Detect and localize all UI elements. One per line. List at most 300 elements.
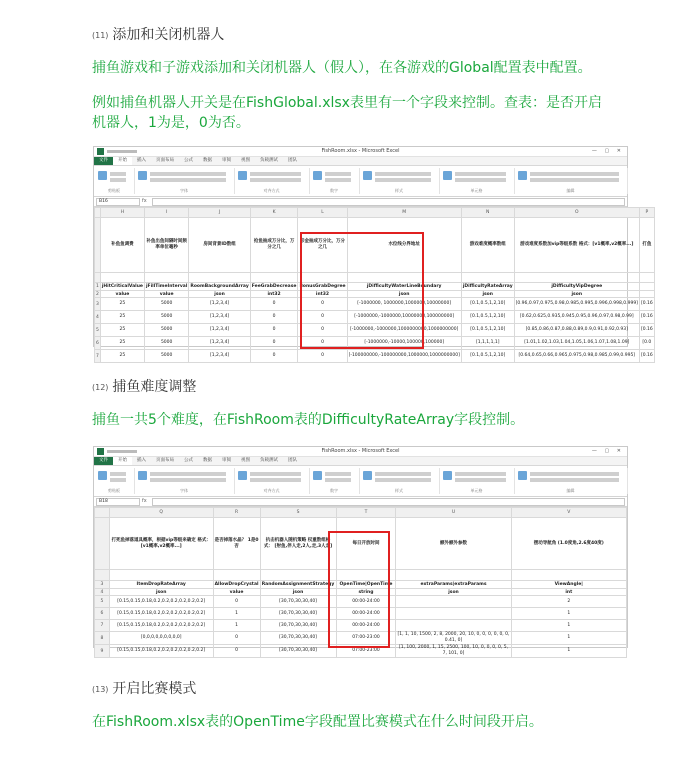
ribbon-tab[interactable]: 开始 [113,157,132,165]
ribbon-group [514,168,628,194]
type-cell[interactable]: int32 [250,291,298,298]
ribbon-control[interactable] [375,172,431,176]
type-cell[interactable]: int [511,589,626,596]
paragraph: 捕鱼游戏和子游戏添加和关闭机器人（假人），在各游戏的Global配置表中配置。 [92,60,592,76]
ribbon-control[interactable] [530,478,619,482]
data-cell[interactable]: 1 [511,632,626,645]
ribbon-control[interactable] [455,172,506,176]
ribbon-command-icon[interactable] [518,171,527,180]
ribbon-tab[interactable]: 公式 [184,458,193,463]
type-cell[interactable]: json [514,291,639,298]
data-cell[interactable]: 0 [298,324,347,337]
field-name-cell[interactable]: jHitCriticalValue [101,284,143,289]
ribbon-group-label: 剪贴板 [108,188,120,193]
ribbon-group-label: 单元格 [470,488,483,493]
data-cell[interactable]: [-1000000,-1000000,1000000000,1000000000] [347,324,461,337]
row-header[interactable] [95,570,110,581]
column-header[interactable]: O [514,208,639,218]
field-name-cell[interactable]: extraParams|extraParams [396,581,511,589]
ribbon-command-icon[interactable] [363,471,372,480]
description-cell[interactable]: 打鱼 [639,218,654,273]
empty-cell[interactable] [336,570,396,581]
data-cell[interactable]: [0.15,0.15,0.18,0.2,0.2,0.2,0.2,0.2,0.2] [109,608,213,620]
ribbon-group-label: 样式 [395,488,403,493]
column-header[interactable]: P [639,208,654,218]
row-header[interactable]: 3 [95,581,110,589]
empty-cell[interactable] [298,273,347,283]
ribbon-command-icon[interactable] [98,471,107,480]
fx-icon: fx [142,198,147,204]
row-header[interactable]: 8 [95,632,110,645]
type-cell[interactable]: value [100,291,144,298]
ribbon-command-icon[interactable] [313,171,322,180]
data-cell[interactable]: [1,2,3,4] [189,350,250,363]
table-row [95,596,627,608]
ribbon-tab[interactable]: 文件 [94,157,113,165]
spacer-row [95,273,655,283]
data-cell[interactable]: [1,1,1,1,1] [461,337,514,350]
ribbon-control[interactable] [375,178,431,182]
table-row [95,350,655,363]
formula-input[interactable] [152,198,625,206]
ribbon-group [234,168,310,194]
ribbon-group-label: 对齐方式 [263,488,280,493]
data-cell[interactable]: 5000 [144,324,188,337]
ribbon-control[interactable] [325,478,351,482]
ribbon-control[interactable] [530,178,619,182]
ribbon-control[interactable] [110,472,126,476]
description-cell[interactable]: 摆动导航角 (1.0度角,2.6度40度) [511,518,626,570]
ribbon-group-label: 对齐方式 [263,188,280,193]
window-controls-icon: — ▢ ✕ [591,448,624,454]
data-cell[interactable]: [1,2,3,4] [189,324,250,337]
ribbon-body [94,466,627,497]
data-cell[interactable]: 0 [250,350,298,363]
data-cell[interactable]: [0.16 [639,324,654,337]
section-12-title [92,376,196,396]
ribbon-command-icon[interactable] [98,171,107,180]
ribbon-command-icon[interactable] [238,471,247,480]
data-cell[interactable]: 0 [250,337,298,350]
ribbon-group-label: 编辑 [566,188,575,193]
row-header[interactable]: 5 [95,596,110,608]
column-header[interactable]: K [250,208,298,218]
ribbon-control[interactable] [455,472,506,476]
ribbon-control[interactable] [110,178,126,182]
window-title: FishRoom.xlsx - Microsoft Excel [321,148,400,154]
column-header[interactable]: H [100,208,144,218]
ribbon-control[interactable] [250,472,301,476]
ribbon-control[interactable] [375,472,431,476]
ribbon-control[interactable] [110,478,126,482]
data-cell[interactable]: [30,70,30,30,40] [260,645,336,658]
ribbon-group-label: 数字 [330,488,338,493]
ribbon-tab[interactable]: 团队 [288,158,297,163]
data-cell[interactable]: 5000 [144,311,188,324]
name-box[interactable]: B16 [96,198,140,206]
ribbon-group [94,468,135,494]
formula-input[interactable] [152,498,625,506]
description-cell[interactable]: 房间背景ID数组 [189,218,250,273]
data-cell[interactable]: [30,70,30,30,40] [260,632,336,645]
data-cell[interactable]: [0.62,0.625,0.935,0.945,0.95,0.96,0.97,0.98,0.99] [514,311,639,324]
row-header[interactable]: 1 [96,284,99,289]
data-cell[interactable]: [0.96,0.97,0.975,0.98,0.985,0.995,0.996,0.998,0.999] [514,298,639,311]
row-header[interactable]: 7 [95,350,101,363]
ribbon-control[interactable] [530,172,619,176]
data-cell[interactable]: [1,2,3,4] [189,298,250,311]
formula-bar [94,197,627,207]
data-cell[interactable]: [0.64,0.65,0.66,0.965,0.975,0.98,0.985,0.99,0.995] [514,350,639,363]
ribbon-tab[interactable]: 视图 [241,158,250,163]
ribbon-group [309,168,360,194]
data-cell[interactable]: [0.1,0.5,1,2,10] [461,311,514,324]
ribbon-control[interactable] [375,478,431,482]
name-box[interactable]: B18 [96,498,140,506]
data-cell[interactable]: [1,2,3,4] [189,311,250,324]
row-header[interactable]: 6 [95,608,110,620]
row-header[interactable]: 2 [96,291,99,297]
data-cell[interactable]: [1.01,1.02,1.03,1.04,1.05,1.06,1.07,1.08,1.09] [514,337,639,350]
data-cell[interactable]: 2 [511,596,626,608]
column-header[interactable]: V [511,508,626,518]
ribbon-group [309,468,360,494]
row-header[interactable]: 5 [95,324,101,337]
ribbon-control[interactable] [250,478,301,482]
data-cell[interactable]: 5000 [144,350,188,363]
data-cell[interactable]: 1 [511,620,626,632]
row-header[interactable]: 9 [95,645,110,658]
data-cell[interactable]: 0 [298,311,347,324]
ribbon-tab[interactable]: 数据 [203,158,212,163]
empty-cell[interactable] [189,273,250,283]
column-header[interactable]: U [396,508,511,518]
data-cell[interactable]: [1, 1, 10, 1500, 2, 8, 2000, 20, 10, 0, 0, 0, 0, 0, 0, 0.41, 0] [397,632,510,643]
description-cell[interactable]: 打死鱼掉落道具概率，根据vip等级来确定 格式：[v1概率,v2概率...] [109,518,213,570]
ribbon-tab[interactable]: 数据 [203,458,212,463]
ribbon-control[interactable] [455,178,506,182]
data-cell[interactable]: 0 [250,311,298,324]
data-cell[interactable]: 1 [511,645,626,658]
data-cell[interactable]: [0.1,0.5,1,2,10] [461,298,514,311]
ribbon-group [439,468,515,494]
ribbon-tab[interactable]: 审阅 [222,458,231,463]
empty-cell[interactable] [260,570,336,581]
ribbon-tab[interactable]: 负载测试 [260,458,278,463]
empty-cell[interactable] [250,273,298,283]
data-cell[interactable]: [0.1,0.5,1,2,10] [461,350,514,363]
field-name-cell[interactable]: ViewAngle| [511,581,626,589]
ribbon-command-icon[interactable] [443,471,452,480]
ribbon-command-icon[interactable] [238,171,247,180]
description-cell[interactable]: 水位线分界地址 [347,218,461,273]
ribbon-group [234,468,310,494]
data-cell[interactable] [396,596,511,608]
field-name-cell[interactable]: RoomBackgroundArray [190,284,249,289]
data-cell[interactable]: 1 [511,608,626,620]
ribbon-tab[interactable]: 开始 [113,457,132,465]
field-name-cell[interactable]: jDifficultyVipDegree [514,283,639,291]
ribbon-command-icon[interactable] [363,171,372,180]
field-name-cell[interactable]: OpenTime|OpenTime [336,581,396,589]
ribbon-control[interactable] [325,472,351,476]
table-row [95,608,627,620]
data-cell[interactable]: 07:00-23:00 [336,632,396,645]
field-name-cell[interactable]: AllowDropCrystal [214,582,259,587]
ribbon-tab[interactable]: 页面布局 [156,458,174,463]
row-header[interactable]: 3 [95,298,101,311]
type-cell[interactable]: json [189,291,250,298]
type-cell[interactable]: json [461,291,514,298]
data-cell[interactable]: [-1000000, 1000000,1000000,10000000] [347,298,461,311]
data-cell[interactable]: 0 [213,645,260,658]
field-name-cell[interactable]: RandomAssignmentStrategy [261,582,335,587]
ribbon-command-icon[interactable] [313,471,322,480]
data-cell[interactable]: 00:00-24:00 [336,596,396,608]
field-name-cell[interactable]: jDifficultyRateArray [462,284,513,289]
ribbon-tab[interactable]: 视图 [241,458,250,463]
type-cell[interactable]: json [347,291,461,298]
ribbon-group-label: 样式 [395,188,403,193]
ribbon-group [359,168,440,194]
excel-screenshot-2 [93,446,628,656]
field-row [95,581,627,589]
data-cell[interactable]: 25 [100,324,144,337]
table-row [95,311,655,324]
data-cell[interactable]: 25 [100,337,144,350]
data-cell[interactable]: [1, 100, 2000, 1, 15, 2500, 100, 10, 0, 0, 0, 0, 5, 7, 101, 0] [396,645,511,658]
empty-cell[interactable] [396,570,511,581]
data-cell[interactable]: [30,70,30,30,40] [260,608,336,620]
description-row [95,218,655,273]
data-cell[interactable] [396,608,511,620]
excel-title-bar [94,147,627,157]
ribbon-group [439,168,515,194]
spreadsheet-grid [94,207,655,363]
ribbon-tab[interactable]: 团队 [288,458,297,463]
empty-cell[interactable] [144,273,188,283]
data-cell[interactable]: 1 [213,608,260,620]
section-13-title [92,678,196,698]
description-cell[interactable]: 游戏难度概率数组 [461,218,514,273]
table-row [95,324,655,337]
data-cell[interactable]: [30,70,30,30,40] [260,596,336,608]
ribbon-tab[interactable]: 插入 [137,458,146,463]
column-header[interactable]: M [347,208,461,218]
excel-title-bar [94,447,627,457]
data-cell[interactable]: [0.85,0.86,0.87,0.88,0.89,0.9,0.91,0.92,0.93] [514,324,639,337]
data-cell[interactable]: 0 [298,350,347,363]
paragraph: 例如捕鱼机器人开关是在FishGlobal.xlsx表里有一个字段来控制。查表：是否开启机器人，1为是，0为否。 [92,95,602,131]
section-heading: 捕鱼难度调整 [112,379,197,395]
data-cell[interactable]: [0.16 [639,350,654,363]
type-cell[interactable]: string [336,589,396,596]
data-cell[interactable] [396,620,511,632]
ribbon-group-label: 剪贴板 [108,488,120,493]
ribbon-command-icon[interactable] [518,471,527,480]
row-header[interactable] [95,518,110,570]
data-cell[interactable]: 25 [100,350,144,363]
data-cell[interactable]: [0.16 [639,311,654,324]
field-name-cell[interactable]: jFillTimeInterval [145,284,188,289]
ribbon-control[interactable] [250,178,301,182]
ribbon-group [134,468,235,494]
description-row [95,518,627,570]
data-cell[interactable]: [-1000000,-1000000,10000000,100000000] [347,311,461,324]
table-row [95,632,627,645]
ribbon-command-icon[interactable] [443,171,452,180]
column-header[interactable]: I [144,208,188,218]
field-name-cell[interactable]: jDifficultyWaterLineBoundary [347,283,461,291]
ribbon-group [94,168,135,194]
data-cell[interactable]: [0.15,0.15,0.18,0.2,0.2,0.2,0.2,0.2,0.2] [109,645,213,658]
data-cell[interactable]: [0,0,0,0,0,0,0,0,0] [109,632,213,645]
empty-cell[interactable] [514,273,639,283]
empty-cell[interactable] [213,570,260,581]
ribbon-control[interactable] [150,172,226,176]
data-cell[interactable]: [0.15,0.15,0.18,0.2,0.2,0.2,0.2,0.2,0.2] [109,620,213,632]
type-cell[interactable]: json [396,589,511,596]
ribbon-control[interactable] [530,472,619,476]
type-cell[interactable]: value [213,589,260,596]
ribbon-group-label: 字体 [180,488,188,493]
section-heading: 添加和关闭机器人 [112,27,225,43]
data-cell[interactable]: 07:00-23:00 [336,645,396,658]
description-cell[interactable]: 彩金抽成万分比，万分之几 [298,218,347,273]
row-header[interactable]: 4 [95,589,110,596]
field-name-cell[interactable] [639,283,654,291]
description-cell[interactable]: 抢鱼抽成万分比，万分之几 [250,218,298,273]
column-header[interactable]: N [461,208,514,218]
ribbon-tab[interactable]: 文件 [94,457,113,465]
type-cell[interactable] [639,291,654,298]
data-cell[interactable]: [-1000000,-10000,100000,100000] [347,337,461,350]
data-cell[interactable]: [-100000000,-100000000,1000000,1000000000] [347,350,461,363]
field-row [95,283,655,291]
ribbon-control[interactable] [455,478,506,482]
spreadsheet-grid [94,507,627,658]
column-header[interactable]: J [189,208,250,218]
ribbon-command-icon[interactable] [138,171,147,180]
data-cell[interactable]: 0 [298,298,347,311]
ribbon-control[interactable] [250,172,301,176]
column-header[interactable]: T [336,508,396,518]
description-cell[interactable]: 每日开放时间 [336,518,396,570]
type-row [95,589,627,596]
description-cell[interactable]: 额外额外参数 [396,518,511,570]
type-cell[interactable]: int32 [298,291,347,298]
ribbon-tabs [94,457,627,466]
data-cell[interactable]: 5000 [144,298,188,311]
ribbon-body [94,166,627,197]
empty-cell[interactable] [347,273,461,283]
ribbon-control[interactable] [150,478,226,482]
description-cell[interactable]: 是否掉落水晶？ 1是0否 [213,518,260,570]
data-cell[interactable]: 1 [213,620,260,632]
table-row [95,298,655,311]
type-row [95,291,655,298]
table-row [95,337,655,350]
data-cell[interactable]: 0 [250,298,298,311]
ribbon-tab[interactable]: 页面布局 [156,158,174,163]
description-cell[interactable]: 补鱼出鱼间隔时间频率单位毫秒 [144,218,188,273]
field-name-cell[interactable]: FeeGrabDecrease [251,284,297,289]
column-header-row [95,508,627,518]
paragraph: 捕鱼一共5个难度，在FishRoom表的DifficultyRateArray字段控制。 [92,412,525,428]
data-cell[interactable]: 0 [298,337,347,350]
type-cell[interactable]: json [109,589,213,596]
row-header[interactable]: 6 [95,337,101,350]
empty-cell[interactable] [109,570,213,581]
ribbon-control[interactable] [110,172,126,176]
ribbon-tab[interactable]: 公式 [184,158,193,163]
empty-cell[interactable] [100,273,144,283]
spacer-row [95,570,627,581]
paragraph: 在FishRoom.xlsx表的OpenTime字段配置比赛模式在什么时间段开启。 [92,714,543,730]
data-cell[interactable]: [1,2,3,4] [189,337,250,350]
field-name-cell[interactable]: ItemDropRateArray [109,581,213,589]
ribbon-group-label: 字体 [180,188,188,193]
ribbon-control[interactable] [325,172,351,176]
field-name-cell[interactable]: BonusGrabDegree [299,284,346,289]
data-cell[interactable]: 00:00-24:00 [336,620,396,632]
description-cell[interactable]: 游戏难度系数加vip等级系数 格式：[v1概率,v2概率...] [514,218,639,273]
column-header[interactable]: S [260,508,336,518]
data-cell[interactable]: [0.16 [639,298,654,311]
data-cell[interactable]: [30,70,30,30,40] [260,620,336,632]
ribbon-control[interactable] [150,178,226,182]
row-header[interactable]: 4 [95,311,101,324]
empty-cell[interactable] [461,273,514,283]
ribbon-tabs [94,157,627,166]
row-header[interactable]: 7 [95,620,110,632]
ribbon-command-icon[interactable] [138,471,147,480]
ribbon-control[interactable] [150,472,226,476]
data-cell[interactable]: 0 [250,324,298,337]
data-cell[interactable]: 0 [213,632,260,645]
data-cell[interactable]: 0 [213,596,260,608]
empty-cell[interactable] [639,273,654,283]
column-header[interactable]: L [298,208,347,218]
data-cell[interactable]: 00:00-24:00 [336,608,396,620]
data-cell[interactable]: [0.15,0.15,0.18,0.2,0.2,0.2,0.2,0.2,0.2] [109,596,213,608]
description-cell[interactable]: 抗击机器人随机策略 权重数组格式： [射鱼,伴人走,2人,走,3人走] [260,518,336,570]
data-cell[interactable]: [0.0 [639,337,654,350]
excel-screenshot-1 [93,146,653,359]
column-header[interactable]: R [213,508,260,518]
section-heading: 开启比赛模式 [112,681,197,697]
select-all-corner[interactable] [95,508,110,518]
ribbon-tab[interactable]: 负载测试 [260,158,278,163]
description-cell[interactable]: 补鱼鱼调费 [100,218,144,273]
empty-cell[interactable] [511,570,626,581]
ribbon-tab[interactable]: 插入 [137,158,146,163]
data-cell[interactable]: [0.1,0.5,1,2,10] [461,324,514,337]
type-cell[interactable]: json [260,589,336,596]
column-header-row [95,208,655,218]
data-cell[interactable]: 5000 [144,337,188,350]
data-cell[interactable]: 25 [100,298,144,311]
type-cell[interactable]: value [144,291,188,298]
ribbon-group-label: 单元格 [470,188,483,193]
section-11-title [92,24,224,44]
ribbon-group [514,468,628,494]
column-header[interactable]: Q [109,508,213,518]
ribbon-tab[interactable]: 审阅 [222,158,231,163]
data-cell[interactable]: 25 [100,311,144,324]
fx-icon: fx [142,498,147,504]
ribbon-control[interactable] [325,178,351,182]
